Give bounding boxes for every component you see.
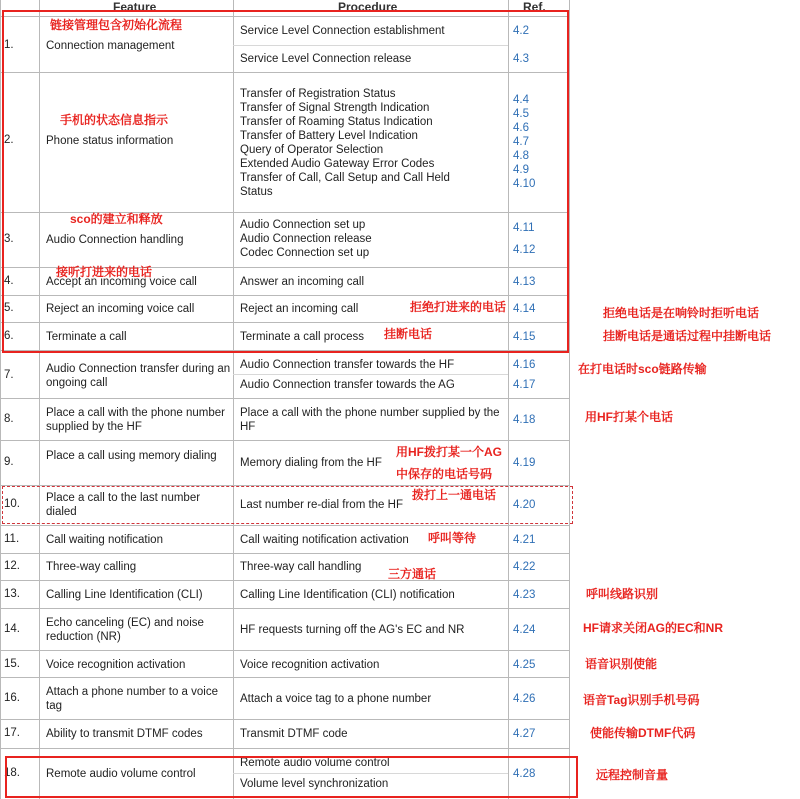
annotation-note: 挂断电话 [384, 327, 433, 341]
procedure-cell: Transfer of Call, Call Setup and Call Held [240, 172, 450, 184]
grid-line [0, 398, 570, 399]
row-number: 4. [4, 275, 14, 287]
annotation-note: 使能传输DTMF代码 [590, 726, 696, 740]
grid-line [0, 525, 570, 526]
annotation-note: 拨打上一通电话 [412, 488, 497, 502]
row-number: 16. [4, 692, 20, 704]
feature-cell: Terminate a call [46, 331, 127, 343]
procedure-cell: Audio Connection transfer towards the AG [240, 379, 455, 391]
procedure-cell: Volume level synchronization [240, 778, 389, 790]
feature-cell: Reject an incoming voice call [46, 303, 195, 315]
ref-link[interactable]: 4.14 [513, 303, 536, 315]
ref-link[interactable]: 4.28 [513, 768, 536, 780]
annotation-note: 接听打进来的电话 [56, 265, 153, 279]
procedure-cell: Calling Line Identification (CLI) notification [240, 589, 455, 601]
feature-cell: Place a call using memory dialing [46, 450, 217, 462]
annotation-note: 手机的状态信息指示 [60, 113, 169, 127]
ref-link[interactable]: 4.26 [513, 693, 536, 705]
procedure-cell: Extended Audio Gateway Error Codes [240, 158, 435, 170]
procedure-cell: Reject an incoming call [240, 303, 359, 315]
row-number: 10. [4, 498, 20, 510]
procedure-cell: Audio Connection release [240, 233, 372, 245]
ref-link[interactable]: 4.5 [513, 108, 529, 120]
procedure-cell: Memory dialing from the HF [240, 457, 382, 469]
feature-cell: Place a call to the last number dialed [46, 492, 201, 518]
procedure-cell: Status [240, 186, 273, 198]
row-number: 3. [4, 233, 14, 245]
ref-link[interactable]: 4.12 [513, 244, 536, 256]
row-number: 13. [4, 588, 20, 600]
procedure-cell: Three-way call handling [240, 561, 362, 573]
procedure-cell: Service Level Connection establishment [240, 25, 445, 37]
ref-link[interactable]: 4.13 [513, 276, 536, 288]
grid-line [0, 748, 570, 749]
procedure-cell: Transfer of Signal Strength Indication [240, 102, 430, 114]
row-number: 1. [4, 39, 14, 51]
annotation-note: 语音Tag识别手机号码 [583, 693, 700, 707]
procedure-cell: Attach a voice tag to a phone number [240, 693, 432, 705]
ref-link[interactable]: 4.27 [513, 728, 536, 740]
annotation-note: 拒绝打进来的电话 [410, 300, 507, 314]
ref-link[interactable]: 4.25 [513, 659, 536, 671]
feature-cell: Audio Connection handling [46, 234, 184, 246]
ref-link[interactable]: 4.3 [513, 53, 529, 65]
feature-cell: Ability to transmit DTMF codes [46, 728, 203, 740]
row-number: 8. [4, 413, 14, 425]
annotation-note: 中保存的电话号码 [396, 467, 493, 481]
annotation-note: 用HF拨打某一个AG [396, 445, 502, 459]
annotation-note: 挂断电话是通话过程中挂断电话 [603, 329, 772, 343]
ref-link[interactable]: 4.6 [513, 122, 529, 134]
row-number: 5. [4, 302, 14, 314]
procedure-cell: Service Level Connection release [240, 53, 412, 65]
annotation-note: 拒绝电话是在响铃时拒听电话 [603, 306, 760, 320]
procedure-cell: HF requests turning off the AG's EC and NR [240, 624, 465, 636]
annotation-note: 语音识别使能 [585, 657, 658, 671]
ref-link[interactable]: 4.17 [513, 379, 536, 391]
ref-link[interactable]: 4.24 [513, 624, 536, 636]
procedure-cell: Transfer of Battery Level Indication [240, 130, 418, 142]
feature-cell: Attach a phone number to a voice tag [46, 686, 218, 712]
procedure-cell: Transfer of Registration Status [240, 88, 396, 100]
ref-link[interactable]: 4.20 [513, 499, 536, 511]
ref-link[interactable]: 4.19 [513, 457, 536, 469]
ref-link[interactable]: 4.2 [513, 25, 529, 37]
row-number: 17. [4, 727, 20, 739]
ref-link[interactable]: 4.21 [513, 534, 536, 546]
ref-link[interactable]: 4.22 [513, 561, 536, 573]
ref-link[interactable]: 4.10 [513, 178, 536, 190]
grid-line [0, 440, 570, 441]
feature-cell: Accept an incoming voice call [46, 276, 197, 288]
procedure-cell: Audio Connection transfer towards the HF [240, 359, 455, 371]
procedure-cell: Transmit DTMF code [240, 728, 348, 740]
annotation-note: 在打电话时sco链路传输 [578, 362, 707, 376]
row-number: 15. [4, 658, 20, 670]
feature-cell: Place a call with the phone number supplied by the HF [46, 407, 225, 433]
annotation-note: 呼叫线路识别 [586, 587, 659, 601]
annotation-note: sco的建立和释放 [70, 212, 163, 226]
grid-line [0, 0, 1, 799]
ref-link[interactable]: 4.15 [513, 331, 536, 343]
feature-cell: Voice recognition activation [46, 659, 186, 671]
ref-link[interactable]: 4.16 [513, 359, 536, 371]
procedure-cell: Audio Connection set up [240, 219, 366, 231]
feature-cell: Call waiting notification [46, 534, 163, 546]
ref-link[interactable]: 4.23 [513, 589, 536, 601]
procedure-cell: Last number re-dial from the HF [240, 499, 403, 511]
procedure-cell: Call waiting notification activation [240, 534, 409, 546]
grid-line [233, 374, 508, 375]
ref-link[interactable]: 4.18 [513, 414, 536, 426]
row-number: 18. [4, 767, 20, 779]
header-feature: Feature [113, 0, 157, 14]
procedure-cell: Place a call with the phone number supplied by the HF [240, 407, 500, 433]
procedure-cell: Codec Connection set up [240, 247, 370, 259]
feature-cell: Three-way calling [46, 561, 137, 573]
header-procedure: Procedure [338, 0, 398, 14]
procedure-cell: Remote audio volume control [240, 757, 390, 769]
procedure-cell: Query of Operator Selection [240, 144, 384, 156]
procedure-cell: Answer an incoming call [240, 276, 365, 288]
annotation-note: 三方通话 [388, 567, 437, 581]
feature-cell: Remote audio volume control [46, 768, 196, 780]
procedure-cell: Transfer of Roaming Status Indication [240, 116, 433, 128]
grid-line [0, 719, 570, 720]
header-ref: Ref. [523, 0, 546, 14]
grid-line [0, 553, 570, 554]
row-number: 9. [4, 456, 14, 468]
grid-line [569, 0, 570, 799]
annotation-note: 呼叫等待 [428, 531, 477, 545]
row-number: 12. [4, 560, 20, 572]
grid-line [0, 650, 570, 651]
grid-line [0, 580, 570, 581]
row-number: 2. [4, 134, 14, 146]
feature-cell: Phone status information [46, 135, 174, 147]
ref-link[interactable]: 4.7 [513, 136, 529, 148]
ref-link[interactable]: 4.4 [513, 94, 529, 106]
feature-cell: Audio Connection transfer during an ongoing call [46, 363, 231, 389]
annotation-note: 用HF打某个电话 [585, 410, 673, 424]
procedure-cell: Terminate a call process [240, 331, 364, 343]
ref-link[interactable]: 4.11 [513, 222, 535, 234]
row-number: 7. [4, 369, 14, 381]
highlight-box-row-18 [5, 756, 578, 798]
annotation-note: 远程控制音量 [596, 768, 669, 782]
ref-link[interactable]: 4.9 [513, 164, 529, 176]
feature-cell: Calling Line Identification (CLI) [46, 589, 203, 601]
ref-link[interactable]: 4.8 [513, 150, 529, 162]
row-number: 14. [4, 623, 20, 635]
feature-cell: Echo canceling (EC) and noise reduction (NR) [46, 617, 204, 643]
grid-line [0, 677, 570, 678]
procedure-cell: Voice recognition activation [240, 659, 380, 671]
row-number: 6. [4, 330, 14, 342]
row-number: 11. [4, 533, 20, 545]
feature-cell: Connection management [46, 40, 175, 52]
grid-line [0, 608, 570, 609]
annotation-note: 链接管理包含初始化流程 [50, 18, 183, 32]
annotation-note: HF请求关闭AG的EC和NR [583, 621, 723, 635]
